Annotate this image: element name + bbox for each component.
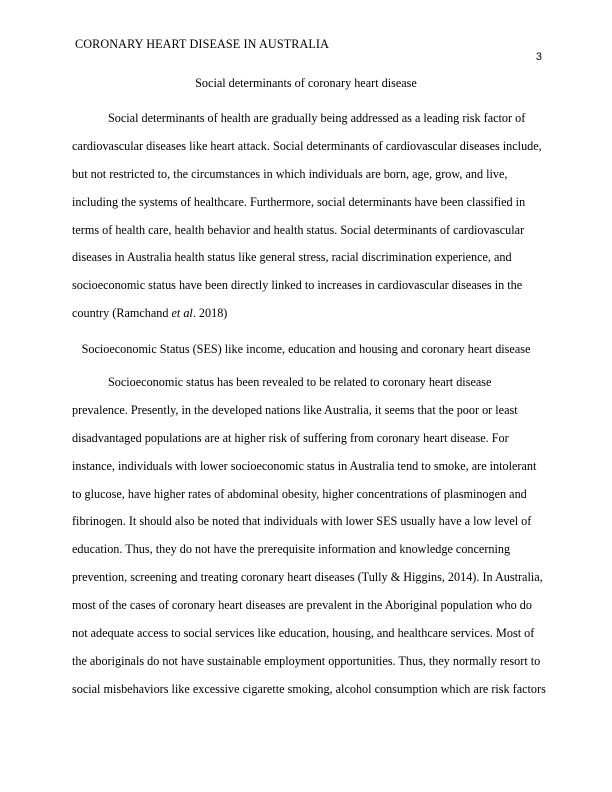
paragraph-line: diseases in Australia health status like general stress, racial discrimination experience, and <box>72 250 512 265</box>
paragraph-line: social misbehaviors like excessive cigarette smoking, alcohol consumption which are risk factors <box>72 681 546 696</box>
paragraph-line: disadvantaged populations are at higher risk of suffering from coronary heart disease. For <box>72 430 509 445</box>
paragraph-line: the aboriginals do not have sustainable employment opportunities. Thus, they normally resort to <box>72 653 541 668</box>
paragraph-line: prevalence. Presently, in the developed nations like Australia, it seems that the poor or least <box>72 402 518 417</box>
citation-suffix: . 2018) <box>192 306 228 321</box>
paragraph-line: education. Thus, they do not have the prerequisite information and knowledge concerning <box>72 542 511 557</box>
paragraph-line: fibrinogen. It should also be noted that individuals with lower SES usually have a low level of <box>72 514 532 529</box>
citation-etal: et al <box>171 306 193 321</box>
citation-prefix: country (Ramchand <box>72 306 172 321</box>
paragraph-line: instance, individuals with lower socioeconomic status in Australia tend to smoke, are intolerant <box>72 458 537 473</box>
section-heading-social-determinants: Social determinants of coronary heart disease <box>195 76 417 90</box>
paragraph-line: but not restricted to, the circumstances in which individuals are born, age, grow, and live, <box>72 166 508 181</box>
paragraph-socioeconomic-status <box>72 369 547 704</box>
paragraph-line-citation <box>72 300 547 328</box>
paragraph-line: most of the cases of coronary heart diseases are prevalent in the Aboriginal population who do <box>72 598 532 613</box>
paragraph-line: Socioeconomic status has been revealed to be related to coronary heart disease <box>108 375 492 389</box>
paragraph-social-determinants <box>72 105 547 328</box>
paragraph-line: including the systems of healthcare. Furthermore, social determinants have been classified in <box>72 194 526 209</box>
paragraph-line: cardiovascular diseases like heart attack. Social determinants of cardiovascular diseases include, <box>72 138 542 153</box>
section-heading-socioeconomic-status: Socioeconomic Status (SES) like income, education and housing and coronary heart disease <box>81 342 531 356</box>
paragraph-line: terms of health care, health behavior and health status. Social determinants of cardiovascular <box>72 222 525 237</box>
paragraph-line: prevention, screening and treating coronary heart diseases (Tully & Higgins, 2014). In Australia, <box>72 570 543 585</box>
paragraph-line: not adequate access to social services like education, housing, and healthcare services. Most of <box>72 626 535 641</box>
page-number: 3 <box>535 51 542 63</box>
paragraph-line: to glucose, have higher rates of abdominal obesity, higher concentrations of plasminogen and <box>72 486 527 501</box>
running-head: CORONARY HEART DISEASE IN AUSTRALIA <box>75 37 329 51</box>
paragraph-line: socioeconomic status have been directly linked to increases in cardiovascular diseases in the <box>72 278 523 293</box>
paragraph-line: Social determinants of health are gradually being addressed as a leading risk factor of <box>108 111 526 125</box>
